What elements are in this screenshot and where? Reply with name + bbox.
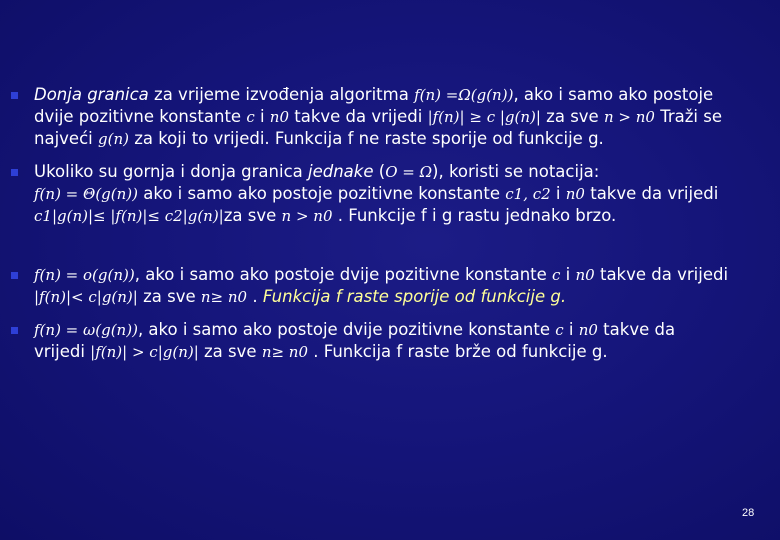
text-line: f(n) = ω(g(n)), ako i samo ako postoje dvije pozitivne konstante c i n0 takve da (34, 320, 676, 339)
bullet-omega-definition (34, 84, 774, 150)
text-line: vrijedi |f(n)| > c|g(n)| za sve n≥ n0 . Funkcija f raste brže od funkcije g. (34, 342, 608, 361)
text-line: najveći g(n) za koji to vrijedi. Funkcija f ne raste sporije od funkcije g. (34, 129, 604, 148)
text-line: Ukoliko su gornja i donja granica jednake (O = Ω), koristi se notacija: (34, 162, 600, 181)
page-number: 28 (742, 507, 755, 519)
bullet-marker (11, 169, 18, 176)
text-line: dvije pozitivne konstante c i n0 takve da vrijedi |f(n)| ≥ c |g(n)| za sve n > n0 Traži se (34, 107, 722, 126)
text-line: f(n) = Θ(g(n)) ako i samo ako postoje pozitivne konstante c1, c2 i n0 takve da vrijedi (34, 184, 719, 203)
text-line: c1|g(n)|≤ |f(n)|≤ c2|g(n)|za sve n > n0 . Funkcije f i g rastu jednako brzo. (34, 206, 617, 225)
bullet-theta-definition (34, 161, 774, 227)
text-line: |f(n)|< c|g(n)| za sve n≥ n0 . Funkcija f raste sporije od funkcije g. (34, 287, 567, 306)
bullet-marker (11, 272, 18, 279)
text-line: f(n) = o(g(n)), ako i samo ako postoje dvije pozitivne konstante c i n0 takve da vrijedi (34, 265, 729, 284)
bullet-marker (11, 327, 18, 334)
bullet-little-omega-definition (34, 319, 774, 363)
bullet-little-o-definition (34, 264, 774, 308)
bullet-marker (11, 92, 18, 99)
text-line: Donja granica za vrijeme izvođenja algoritma f(n) =Ω(g(n)), ako i samo ako postoje (34, 85, 714, 104)
